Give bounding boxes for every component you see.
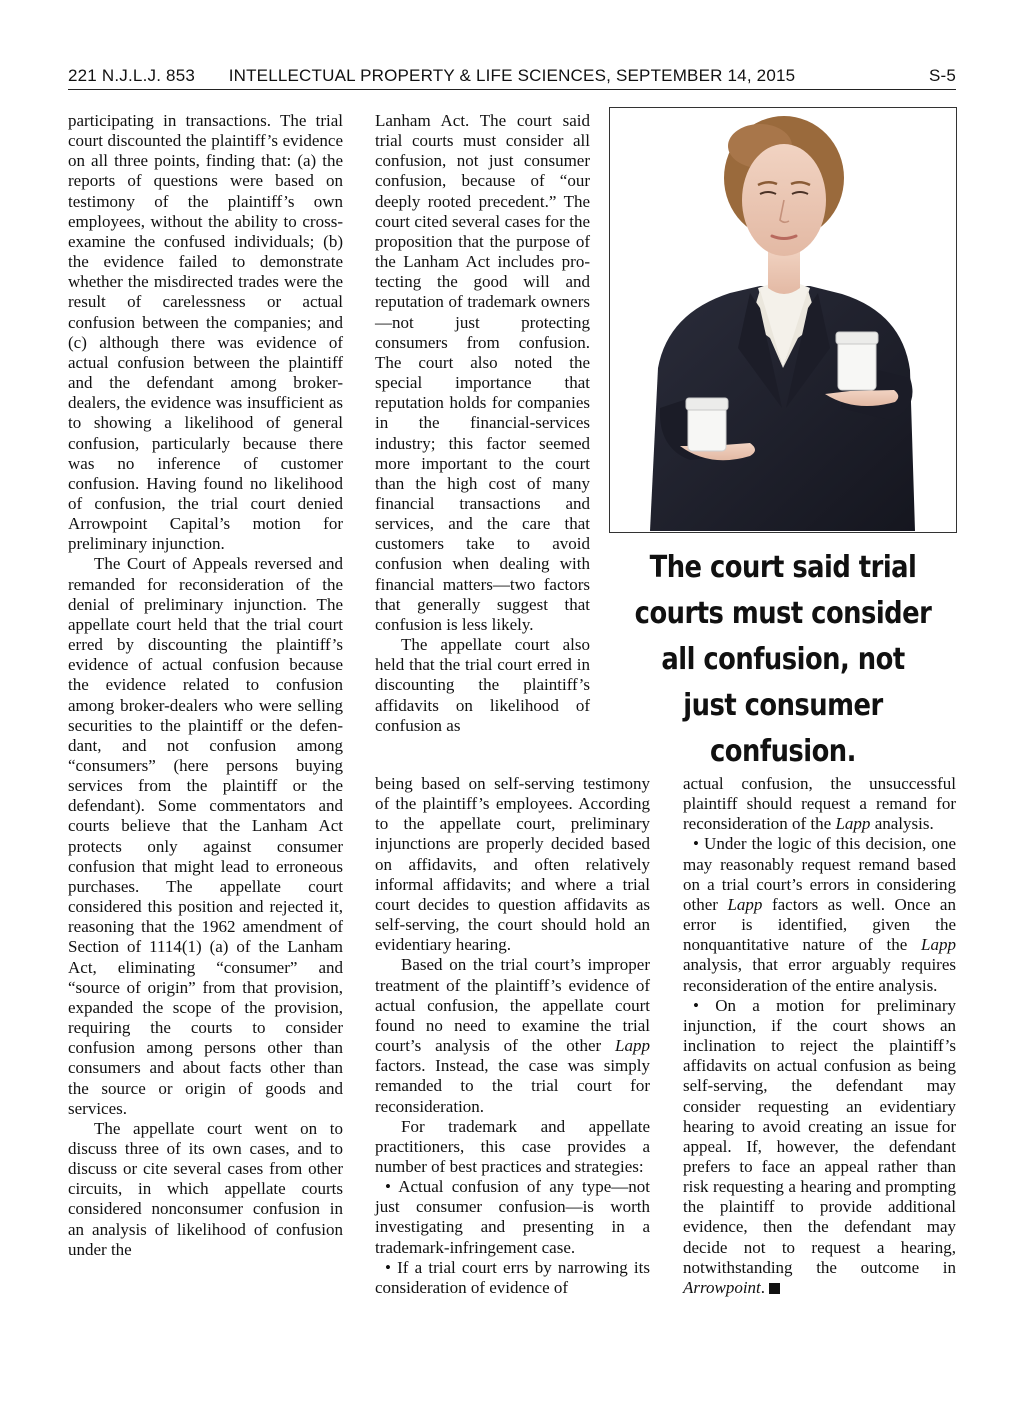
column-2-top — [375, 111, 590, 736]
page-number: S-5 — [928, 66, 956, 85]
photo-woman-holding-pill-bottles — [609, 107, 957, 533]
citation: 221 N.J.L.J. 853 — [68, 66, 195, 85]
bullet-4: • On a motion for preliminary injunction, if the court shows an inclination to reject the plaintiff’s affidavits on actual confusion as being self-serving, the defendant may consider requesting an evidentiary hearing to avoid creating an issue for appeal. If, however, the defendant prefers to face an appeal rather than risk requesting a hearing and prompting the plaintiff to provide additional evidence, then the defendant may decide not to request a hearing, notwithstanding the outcome in Arrowpoint. — [683, 995, 956, 1297]
column-1 — [68, 111, 343, 1260]
column-2-bottom — [375, 774, 650, 1298]
pull-quote: The court said trial courts must consider all confusion, not just consumer confusion. — [634, 550, 932, 769]
end-mark-icon — [769, 1283, 780, 1294]
col2-paragraph-1: Lanham Act. The court said trial courts must consider all confusion, not just consumer confusion, because of “our deeply rooted precedent.” The court cited several cases for the proposition that the purpose of the Lanham Act includes protecting the good will and reputation of trademark owners—not just protecting consumers from confusion. The court also noted the special importance that reputation holds for companies in the financial-services industry; this factor seemed more important to the court than the high cost of many financial transactions and services, and the care that customers take to avoid confusion when dealing with financial matters—two factors that generally suggest that confusion is less likely. — [375, 111, 590, 634]
publication-title: INTELLECTUAL PROPERTY & LIFE SCIENCES, SEPTEMBER 14, 2015 — [228, 66, 796, 85]
bullet-1: • Actual confusion of any type—not just consumer confusion—is worth investigating and presenting in a trademark-infringement case. — [375, 1177, 650, 1257]
col2-paragraph-2b: being based on self-serving testimony of the plaintiff’s employees. According to the appellate court, preliminary injunctions are properly decided based on affidavits, and often relatively informal affidavits; and where a trial court decides to question affidavits as self-serving, the court should hold an evidentiary hearing. — [375, 774, 650, 955]
col2-paragraph-3: Based on the trial court’s improper treatment of the plaintiff’s evidence of actual confusion, the appellate court found no need to examine the trial court’s analysis of the other Lapp factors. Instead, the case was simply remanded to the trial court for reconsideration. — [375, 955, 650, 1116]
col1-paragraph-3: The appellate court went on to discuss three of its own cases, and to discuss or cite several cases from other circuits, in which appellate courts considered nonconsumer confusion in an analysis of likelihood of confusion under the — [68, 1118, 343, 1259]
col1-paragraph-2: The Court of Appeals reversed and remanded for reconsideration of the denial of preliminary injunction. The appellate court held that the trial court erred by discounting the plaintiff’s evidence of actual confusion because the evidence related to confusion among broker-dealers who were selling securities to the plaintiff or the defendant, and not confusion among “consumers” (here persons buying services from the plaintiff or the defendant). Some commentators and courts believe that the Lanham Act protects only against consumer confusion that might lead to erroneous purchases. The appellate court considered this position and rejected it, reasoning that the 1962 amendment of Section of 1114(1) (a) of the Lanham Act, eliminating “consumer” and “source of origin” from that provision, expanded the scope of the provision, requiring the courts to consider confusion among persons other than consumers and about facts other than the source or origin of goods and services. — [68, 554, 343, 1118]
col1-paragraph-1: participating in transactions. The trial court discounted the plaintiff’s evidence on all three points, finding that: (a) the reports of questions were based on testimony of the plaintiff’s own employees, without the ability to cross-examine the confused individuals; (b) the evidence failed to demonstrate whether the misdirected trades were the result of carelessness or actual confusion between the companies; and (c) although there was evidence of actual confusion between the plaintiff and the defendant among broker-dealers, the evidence was insufficient as to showing a likelihood of general confusion, particularly because there was no inference of customer confusion. Having found no likelihood of confusion, the trial court denied Arrowpoint Capital’s motion for preliminary injunction. — [68, 111, 343, 554]
col3-paragraph-1: actual confusion, the unsuccessful plaintiff should request a remand for reconsideration of the Lapp analysis. — [683, 774, 956, 834]
col2-paragraph-2a: The appellate court also held that the trial court erred in discounting the plaintiff’s affidavits on likelihood of confusion as — [375, 635, 590, 735]
page-header — [0, 0, 1024, 92]
bullet-3: • Under the logic of this decision, one may reasonably request remand based on a trial court’s errors in considering other Lapp factors as well. Once an error is identified, given the nonquantitative nature of the Lapp analysis, that error arguably requires reconsideration of the entire analysis. — [683, 834, 956, 995]
column-3 — [683, 774, 956, 1298]
header-rule — [68, 89, 956, 90]
col2-paragraph-4: For trademark and appellate practitioners, this case provides a number of best practices and strategies: — [375, 1116, 650, 1176]
case-name-lapp: Lapp — [615, 1036, 650, 1056]
bullet-2: • If a trial court errs by narrowing its consideration of evidence of — [375, 1257, 650, 1297]
